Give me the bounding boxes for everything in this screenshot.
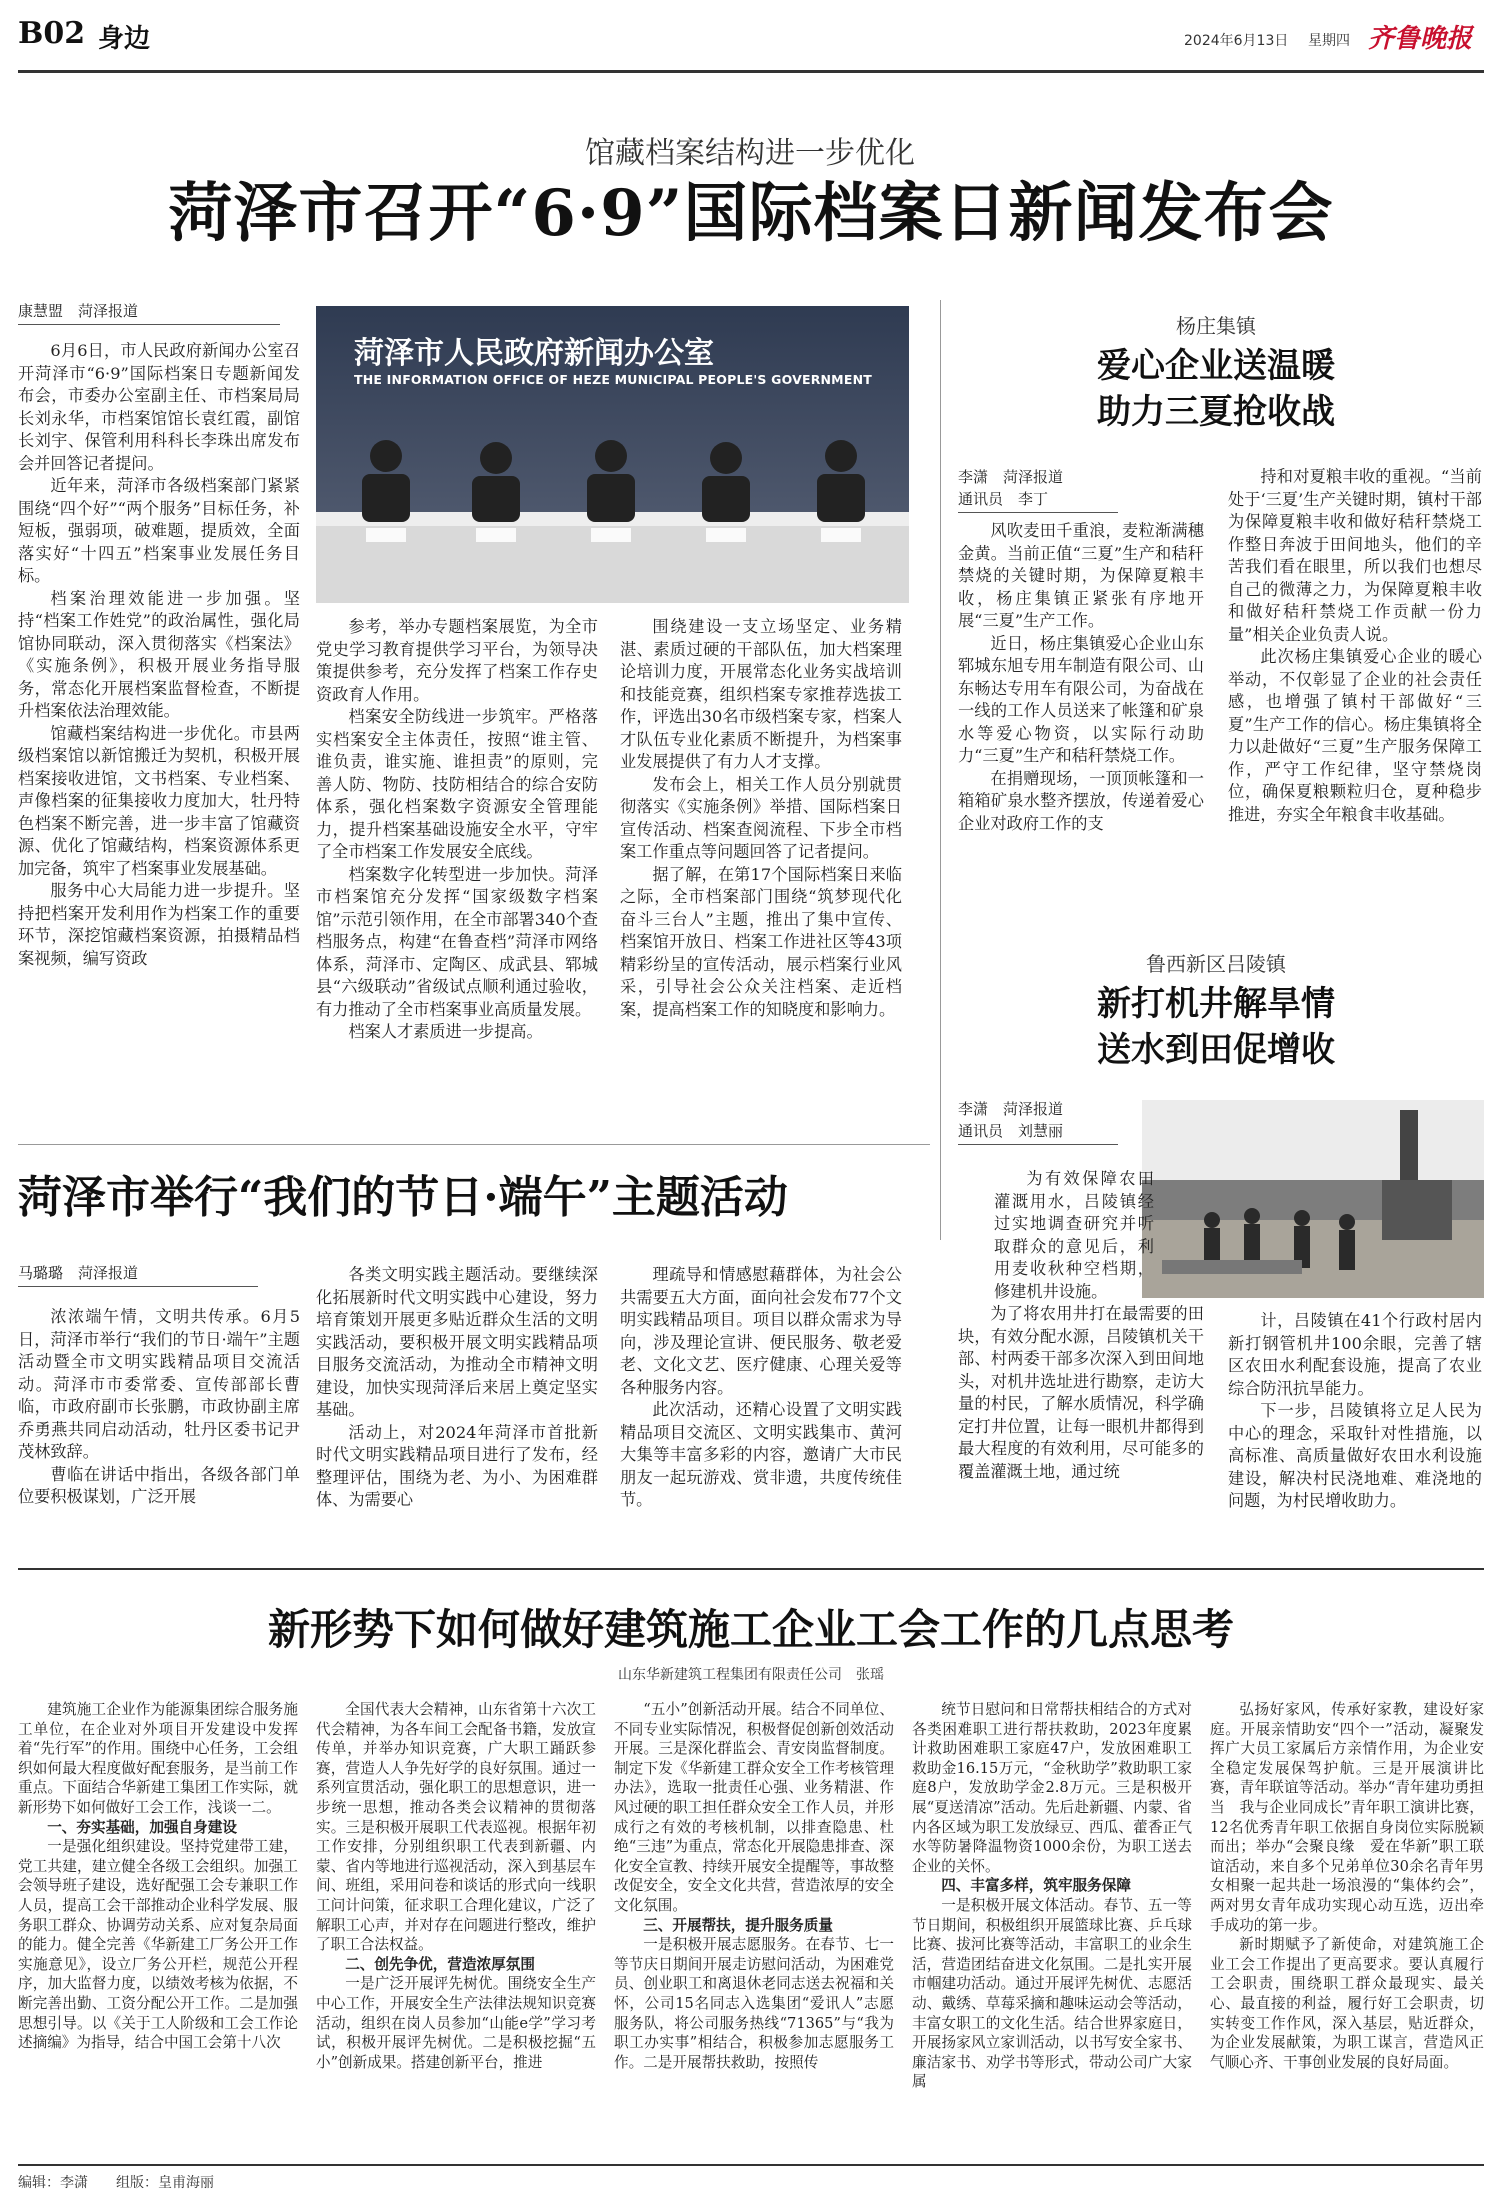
article5-col1: 建筑施工企业作为能源集团综合服务施工单位，在企业对外项目开发建设中发挥着“先行军”的作用。围绕中心任务，工会组织如何最大程度做好配套服务，是当前工作重点。下面结合华新建工集团工作实际，就新形势下如何做好工会工作，浅谈一二。 一、夯实基础，加强自身建设 一是强化组织建设。坚持党建带工建，党工共建，建立健全各级工会组织。加强工会领导班子建设，选好配强工会专兼职工作人员，提高工会干部推动企业科学发展、服务职工群众、协调劳动关系、应对复杂局面的能力。健全完善《华新建工厂务公开工作实施意见》，设立厂务公开栏，规范公开程序，加大监督力度，以绩效考核为依据，不断完善出勤、工资分配公开工作。二是加强思想引导。以《关于工人阶级和工会工作论述摘编》为指导，结合中国工会第十八次 (18, 1701, 298, 2052)
article2-col2: 持和对夏粮丰收的重视。“当前处于‘三夏’生产关键时期，镇村干部为保障夏粮丰收和做好秸秆禁烧工作整日奔波于田间地头，他们的辛苦我们看在眼里，所以我们也想尽自己的微薄之力，为保障夏粮丰收和做好秸秆禁烧工作贡献一份力量”相关企业负责人说。 此次杨庄集镇爱心企业的暖心举动，不仅彰显了企业的社会责任感，也增强了镇村干部做好“三夏”生产工作的信心。杨庄集镇将全力以赴做好“三夏”生产服务保障工作，严守工作纪律，坚守禁烧岗位，确保夏粮颗粒归仓，夏种稳步推进，夯实全年粮食丰收基础。 (1228, 467, 1482, 824)
footer-rule (18, 2164, 1484, 2166)
article1-title: 菏泽市召开“6·9”国际档案日新闻发布会 (168, 176, 1334, 251)
article5-heading-2: 二、创先争优，营造浓厚氛围 (345, 1955, 535, 1973)
page-header (18, 10, 1484, 66)
article1-kicker: 馆藏档案结构进一步优化 (585, 136, 915, 171)
article5-heading-4: 四、丰富多样，筑牢服务保障 (941, 1877, 1131, 1895)
press-conference-photo (316, 306, 909, 603)
photo-banner-en: THE INFORMATION OFFICE OF HEZE MUNICIPAL PEOPLE'S GOVERNMENT (354, 372, 872, 387)
header-rule (18, 70, 1484, 73)
article3-kicker: 鲁西新区吕陵镇 (1146, 952, 1286, 976)
article5-heading-3: 三、开展帮扶，提升服务质量 (643, 1916, 833, 1934)
article3-title-2: 送水到田促增收 (1097, 1030, 1335, 1070)
article4-col2: 各类文明实践主题活动。要继续深化拓展新时代文明实践中心建设，努力培育策划开展更多贴近群众生活的文明实践活动，要积极开展文明实践精品项目服务交流活动，为推动全市精神文明建设，加快实现菏泽后来居上奠定坚实基础。 活动上，对2024年菏泽市首批新时代文明实践精品项目进行了发布，经整理评估，围绕为老、为小、为困难群体、为需要心 (316, 1265, 598, 1509)
right-column-divider (940, 300, 941, 1240)
article5-col2: 全国代表大会精神，山东省第十六次工代会精神，为各车间工会配备书籍，发放宣传单，并举办知识竞赛，广大职工踊跃参赛，营造人人争先好学的良好氛围。通过一系列宣贯活动，强化职工的思想意识，进一步统一思想，推动各类会议精神的贯彻落实。三是积极开展职工代表巡视。根据年初工作安排，分别组织职工代表到新疆、内蒙、省内等地进行巡视活动，深入到基层车间、班组，采用问卷和谈话的形式向一线职工问计问策，征求职工合理化建议，广泛了解职工心声，并对存在问题进行整改，维护了职工合法权益。 二、创先争优，营造浓厚氛围 一是广泛开展评先树优。围绕安全生产中心工作，开展安全生产法律法规知识竞赛活动，组织在岗人员参加“山能e学”学习考试，积极开展评先树优。二是积极挖掘“五小”创新成果。搭建创新平台，推进 (316, 1701, 596, 2071)
paper-logo: 齐鲁晚报 (1368, 24, 1473, 54)
article5-top-rule (18, 1568, 1484, 1570)
article2-title-1: 爱心企业送温暖 (1097, 346, 1335, 386)
article4-top-rule (18, 1144, 930, 1145)
article4-title: 菏泽市举行“我们的节日·端午”主题活动 (18, 1172, 788, 1223)
article3-title-1: 新打机井解旱情 (1097, 984, 1335, 1024)
article4-byline: 马璐璐 菏泽报道 (18, 1262, 258, 1287)
article3-col1: 为有效保障农田灌溉用水，吕陵镇经过实地调查研究并听取群众的意见后，利用麦收秋种空档期，修建机井设施。 为了将农用井打在最需要的田块，有效分配水源，吕陵镇机关干部、村两委干部多次深入到田间地头，对机井选址进行勘察，走访大量的村民，了解水质情况，科学确定打井位置，让每一眼机井都得到最大程度的有效利用，尽可能多的覆盖灌溉土地，通过统 (958, 1169, 1204, 1481)
article5-title: 新形势下如何做好建筑施工企业工会工作的几点思考 (267, 1605, 1234, 1654)
article5-col4: 统节日慰问和日常帮扶相结合的方式对各类困难职工进行帮扶救助，2023年度累计救助困难职工家庭47户，发放困难职工救助金16.15万元，“金秋助学”救助职工家庭8户，发放助学金2.8万元。三是积极开展“夏送清凉”活动。先后赴新疆、内蒙、省内各区域为职工发放绿豆、西瓜、藿香正气水等防暑降温物资1000余份，为职工送去企业的关怀。 四、丰富多样，筑牢服务保障 一是积极开展文体活动。春节、五一等节日期间，积极组织开展篮球比赛、乒乓球比赛、拔河比赛等活动，丰富职工的业余生活，营造团结奋进文化氛围。二是扎实开展市帼建功活动。通过开展评先树优、志愿活动、戴绣、草莓采摘和趣味运动会等活动，丰富女职工的文化生活。结合世界家庭日，开展扬家风立家训活动，以书写安全家书、廉洁家书、劝学书等形式，带动公司广大家属 (912, 1701, 1192, 2091)
issue-date: 2024年6月13日 (1184, 33, 1289, 49)
footer-editor: 编辑：李潇 (18, 2175, 88, 2191)
article1-byline: 康慧盟 菏泽报道 (18, 300, 280, 325)
article3-byline: 李潇 菏泽报道 通讯员 刘慧丽 (958, 1098, 1118, 1145)
page-code: B02 (18, 16, 86, 51)
article5-col3: “五小”创新活动开展。结合不同单位、不同专业实际情况，积极督促创新创效活动开展。三是深化群监会、青安岗监督制度。制定下发《华新建工群众安全工作考核管理办法》，选取一批责任心强、业务精湛、作风过硬的职工担任群众安全工作人员，并形成行之有效的考核机制，以排查隐患、杜绝“三违”为重点，常态化开展隐患排查、深化安全宣教、持续开展安全提醒等，事故整改促安全，安全文化共营，营造浓厚的安全文化氛围。 三、开展帮扶，提升服务质量 一是积极开展志愿服务。在春节、七一等节庆日期间开展走访慰问活动，为困难党员、创业职工和离退休老同志送去祝福和关怀，公司15名同志入选集团“爱讯人”志愿服务队，将公司服务热线“71365”与“我为职工办实事”相结合，积极参加志愿服务工作。二是开展帮扶救助，按照传 (614, 1701, 894, 2071)
article1-col3: 围绕建设一支立场坚定、业务精湛、素质过硬的干部队伍，加大档案理论培训力度，开展常态化业务实战培训和技能竞赛，组织档案专家推荐选拔工作，评选出30名市级档案专家，档案人才队伍专业化素质不断提升，为档案事业发展提供了有力人才支撑。 发布会上，相关工作人员分别就贯彻落实《实施条例》举措、国际档案日宣传活动、档案查阅流程、下步全市档案工作重点等问题回答了记者提问。 据了解，在第17个国际档案日来临之际，全市档案部门围绕“筑梦现代化 奋斗三台人”主题，推出了集中宣传、档案馆开放日、档案工作进社区等43项精彩纷呈的宣传活动，展示档案行业风采，引导社会公众关注档案、走近档案，提高档案工作的知晓度和影响力。 (620, 617, 919, 1019)
article1-col2: 参考，举办专题档案展览，为全市党史学习教育提供学习平台，为领导决策提供参考，充分发挥了档案工作存史资政育人作用。 档案安全防线进一步筑牢。严格落实档案安全主体责任，按照“谁主管、谁负责，谁实施、谁担责”的原则，完善人防、物防、技防相结合的综合安防体系，强化档案数字资源安全管理能力，提升档案基础设施安全水平，守牢了全市档案工作发展安全底线。 档案数字化转型进一步加快。菏泽市档案馆充分发挥“国家级数字档案馆”示范引领作用，在全市部署340个查档服务点，构建“在鲁查档”菏泽市网络体系，菏泽市、定陶区、成武县、郓城县“六级联动”省级试点顺利通过验收，有力推动了全市档案事业高质量发展。 档案人才素质进一步提高。 (316, 617, 598, 1041)
footer-layout: 组版：皇甫海丽 (116, 2175, 214, 2191)
article2-kicker: 杨庄集镇 (1176, 314, 1256, 338)
article4-col1: 浓浓端午情，文明共传承。6月5日，菏泽市举行“我们的节日·端午”主题活动暨全市文明实践精品项目交流活动。菏泽市市委常委、宣传部部长曹临，市政府副市长张鹏，市政协副主席乔勇燕共同启动活动，牡丹区委书记尹茂林致辞。 曹临在讲话中指出，各级各部门单位要积极谋划，广泛开展 (18, 1307, 300, 1506)
article5-heading-1: 一、夯实基础，加强自身建设 (47, 1818, 237, 1836)
article2-byline: 李潇 菏泽报道 通讯员 李丁 (958, 466, 1118, 513)
article5-author: 山东华新建筑工程集团有限责任公司 张瑶 (618, 1667, 884, 1683)
issue-weekday: 星期四 (1308, 33, 1350, 49)
article3-intro: 为有效保障农田灌溉用水，吕陵镇经过实地调查研究并听取群众的意见后，利用麦收秋种空档期，修建机井设施。 (994, 1169, 1154, 1301)
article3-col2: 计，吕陵镇在41个行政村居内新打钢管机井100余眼，完善了辖区农田水利配套设施，提高了农业综合防汛抗旱能力。 下一步，吕陵镇将立足人民为中心的理念，采取针对性措施，以高标准、高质量做好农田水利设施建设，解决村民浇地难、难浇地的问题，为村民增收助力。 (1228, 1311, 1482, 1510)
article2-col1: 风吹麦田千重浪，麦粒渐满穗金黄。当前正值“三夏”生产和秸秆禁烧的关键时期，为保障夏粮丰收，杨庄集镇正紧张有序地开展“三夏”生产工作。 近日，杨庄集镇爱心企业山东郓城东旭专用车制造有限公司、山东畅达专用车有限公司，为奋战在一线的工作人员送来了帐篷和矿泉水等爱心物资，以实际行动助力“三夏”生产和秸秆禁烧工作。 在捐赠现场，一顶顶帐篷和一箱箱矿泉水整齐摆放，传递着爱心企业对政府工作的支 (958, 521, 1204, 833)
article2-title-2: 助力三夏抢收战 (1097, 392, 1335, 432)
photo-banner-cn: 菏泽市人民政府新闻办公室 (354, 336, 714, 371)
article4-col3: 理疏导和情感慰藉群体，为社会公共需要五大方面，面向社会发布77个文明实践精品项目。项目以群众需求为导向，涉及理论宣讲、便民服务、敬老爱老、文化文艺、医疗健康、心理关爱等各种服务内容。 此次活动，还精心设置了文明实践精品项目交流区、文明实践集市、黄河大集等丰富多彩的内容，邀请广大市民朋友一起玩游戏、赏非遗，共度传统佳节。 (620, 1265, 902, 1509)
article5-col5: 弘扬好家风，传承好家教，建设好家庭。开展亲情助安“四个一”活动，凝聚发挥广大员工家属后方亲情作用，为企业安全稳定发展保驾护航。三是开展演讲比赛，青年联谊等活动。举办“青年建功勇担当 我与企业同成长”青年职工演讲比赛，12名优秀青年职工依据自身岗位实际脱颖而出；举办“会聚良缘 爱在华新”职工联谊活动，来自多个兄弟单位30余名青年男女相聚一起共赴一场浪漫的“集体约会”，两对男女青年成功实现心动互选，迈出牵手成功的第一步。 新时期赋予了新使命，对建筑施工企业工会工作提出了更高要求。要认真履行工会职责，围绕职工群众最现实、最关心、最直接的利益，履行好工会职责，切实转变工作作风，深入基层，贴近群众，为企业发展献策，为职工谋言，营造风正气顺心齐、干事创业发展的良好局面。 (1210, 1701, 1484, 2071)
section-name: 身边 (98, 24, 151, 54)
article1-col1: 6月6日，市人民政府新闻办公室召开菏泽市“6·9”国际档案日专题新闻发布会，市委办公室副主任、市档案局局长刘永华，市档案馆馆长袁红霞，副馆长刘宇、保管利用科科长李珠出席发布会并回答记者提问。 近年来，菏泽市各级档案部门紧紧围绕“四个好”“两个服务”目标任务，补短板，强弱项，破难题，提质效，全面落实好“十四五”档案事业发展任务目标。 档案治理效能进一步加强。坚持“档案工作姓党”的政治属性，强化局馆协同联动，深入贯彻落实《档案法》《实施条例》，积极开展业务指导服务，常态化开展档案监督检查，不断提升档案依法治理效能。 馆藏档案结构进一步优化。市县两级档案馆以新馆搬迁为契机，积极开展档案接收进馆，文书档案、专业档案、声像档案的征集接收力度加大，牡丹特色档案不断完善，进一步丰富了馆藏资源、优化了馆藏结构，档案资源体系更加完备，筑牢了档案事业发展基础。 服务中心大局能力进一步提升。坚持把档案开发利用作为档案工作的重要环节，深挖馆藏档案资源，拍摄精品档案视频，编写资政 (18, 341, 300, 968)
